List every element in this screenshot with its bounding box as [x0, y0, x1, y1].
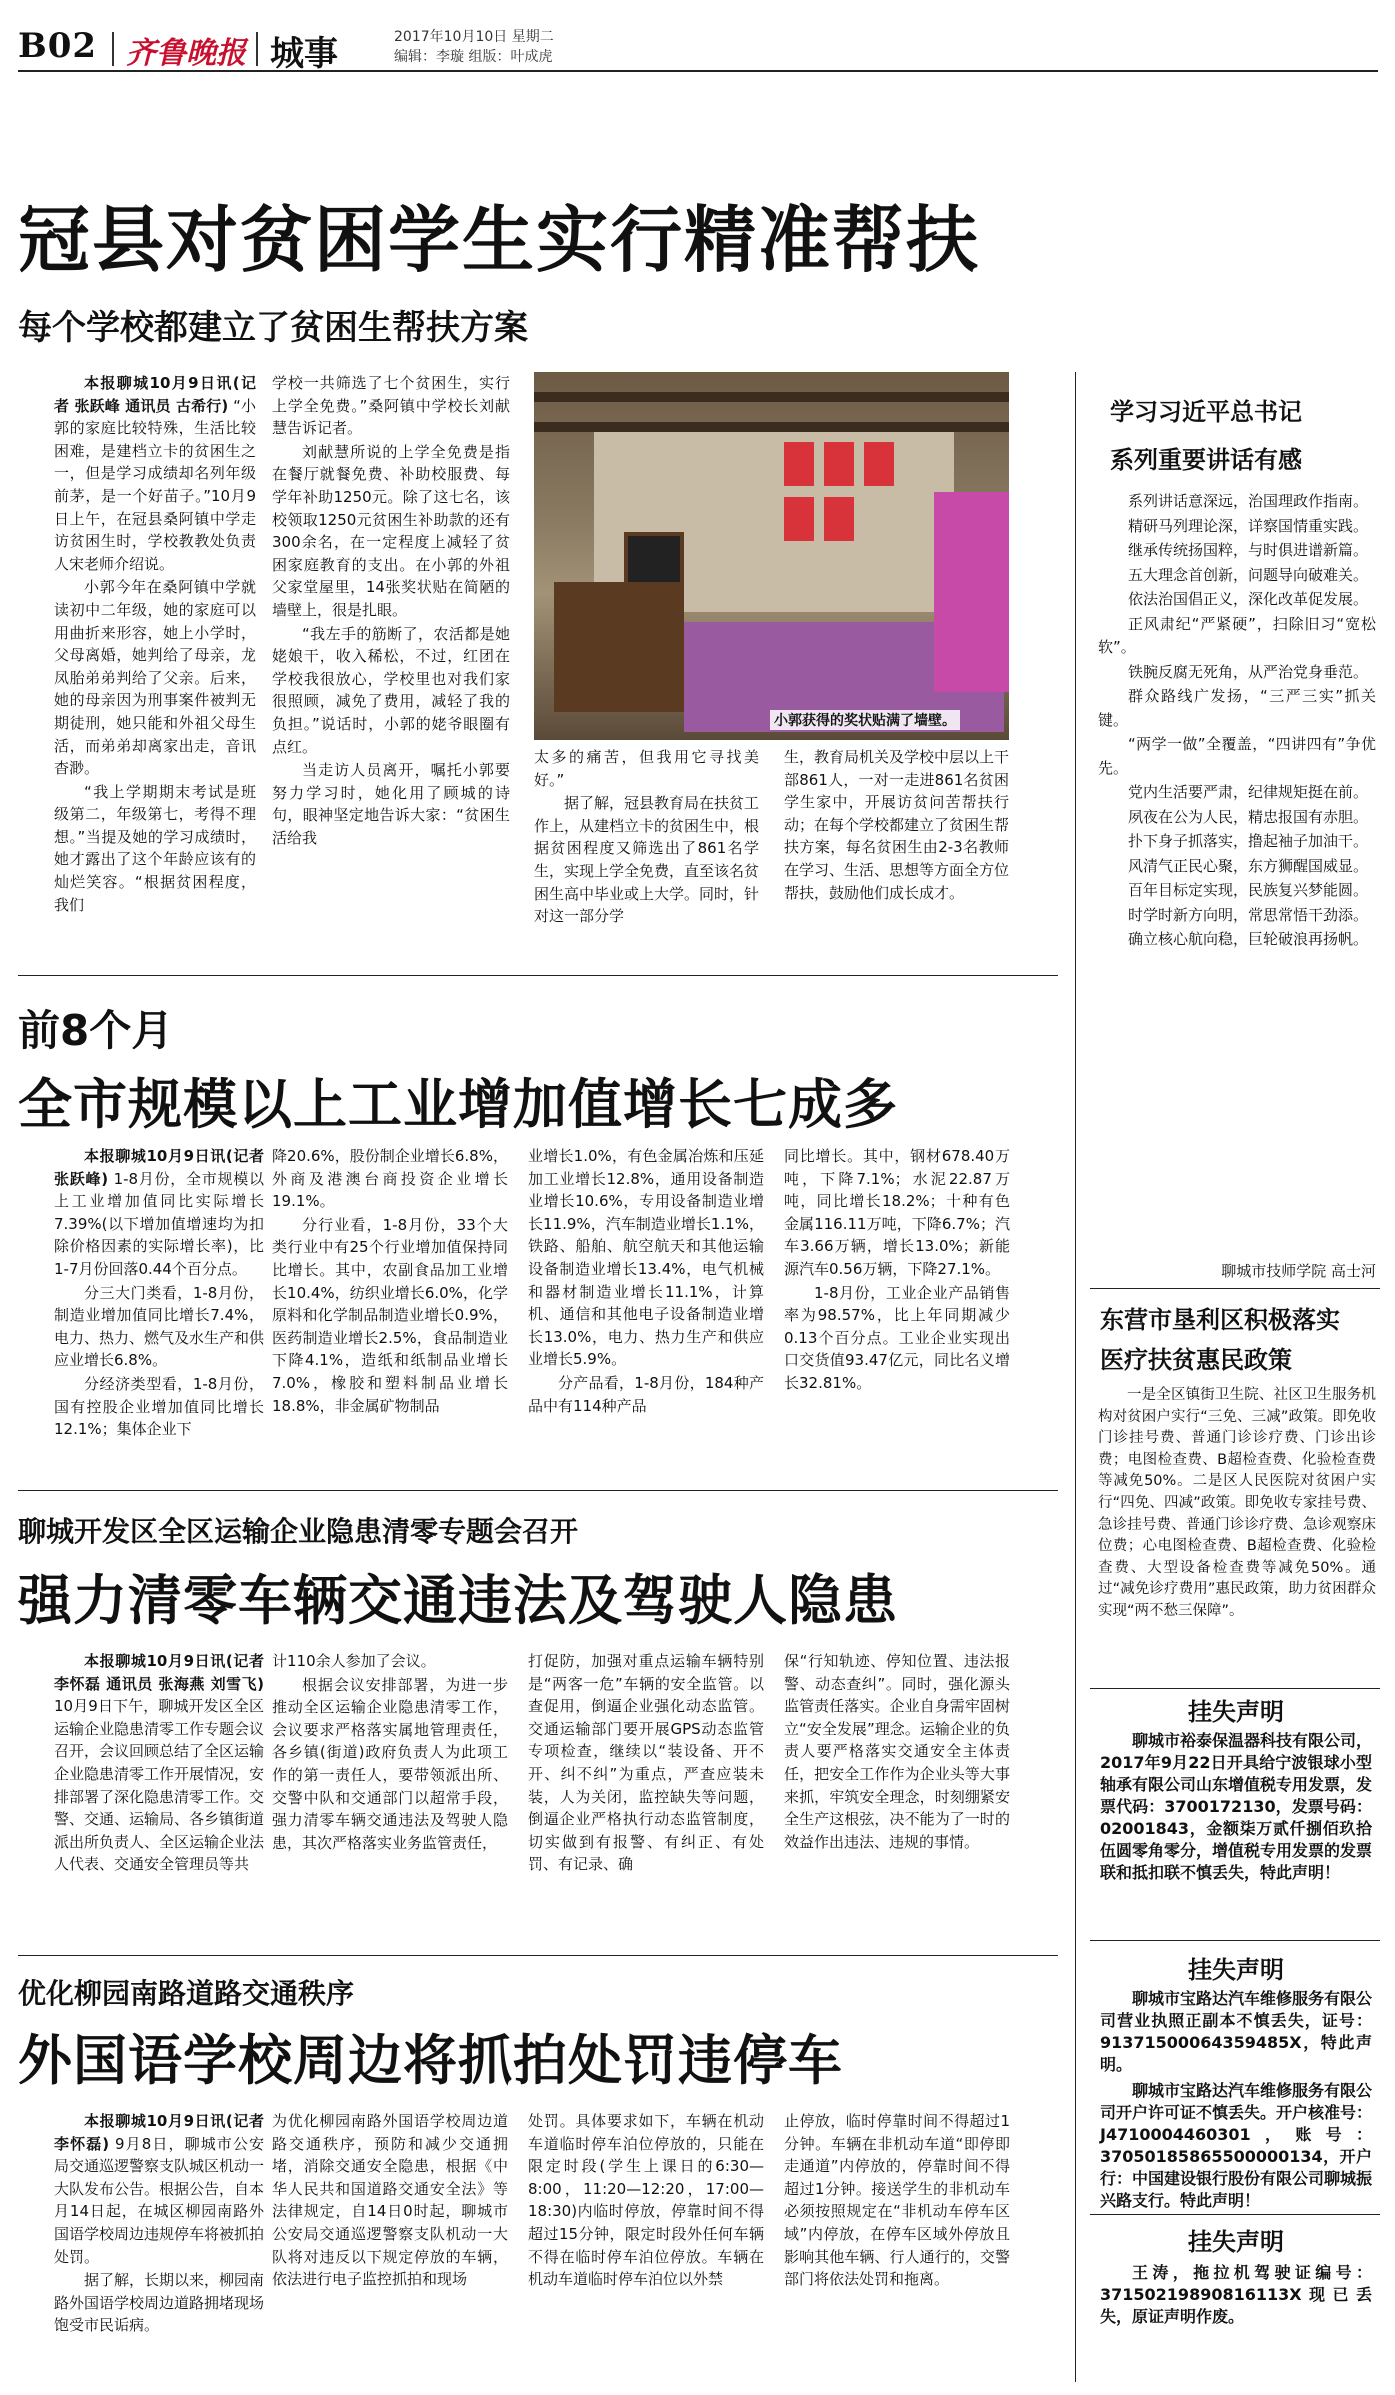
article-paragraph: 据了解，长期以来，柳园南路外国语学校周边道路拥堵现场饱受市民诟病。: [54, 2271, 264, 2335]
article-paragraph: 处罚。具体要求如下，车辆在机动车道临时停车泊位停放的，只能在限定时段(学生上课日的6:30—8:00，11:20—12:20，17:00—18:30)内临时停放，停靠时间不得超过15分钟，限定时段外任何车辆不得在临时停车泊位停放。车辆在机动车道临时停车泊位以外禁: [528, 2112, 764, 2289]
article-paragraph: 刘献慧所说的上学全免费是指在餐厅就餐免费、补助校服费、每学年补助1250元。除了这七名，该校领取1250元贫困生补助款的还有300余名，在一定程度上减轻了贫困家庭教育的支出。在小郭的外祖父家堂屋里，14张奖状贴在简陋的墙壁上，很是扎眼。: [272, 442, 510, 619]
article1-column-2: [272, 372, 510, 964]
article-paragraph: 小郭今年在桑阿镇中学就读初中二年级，她的家庭可以用曲折来形容，她上小学时，父母离婚，她判给了母亲，龙凤胎弟弟判给了父亲。后来，她的母亲因为刑事案件被判无期徒刑，她只能和外祖父母生活，而弟弟却离家出走，音讯杳渺。: [54, 578, 256, 778]
policy-title-line1: 东营市垦利区积极落实: [1100, 1306, 1340, 1334]
byline: 本报聊城10月9日讯(记者 张跃峰): [54, 1147, 264, 1188]
article3-column-1: [54, 1650, 264, 1948]
article3-column-4: [784, 1650, 1010, 1948]
article-paragraph: 本报聊城10月9日讯(记者 张跃峰 通讯员 古希行) “小郭的家庭比较特殊，生活比较困难，是建档立卡的贫困生之一，但是学习成绩却名列年级前茅，是一个好苗子。”10月9日上午，在冠县桑阿镇中学走访贫困生时，学校教教处负责人宋老师介绍说。: [54, 374, 256, 573]
article2-column-3: [528, 1145, 764, 1479]
article-paragraph: 生，教育局机关及学校中层以上干部861人，一对一走进861名贫困学生家中，开展访贫问苦帮扶行动；在每个学校都建立了贫困生帮扶方案，每名贫困生由2-3名教师在学习、生活、思想等方面全方位帮扶，鼓励他们成长成才。: [784, 748, 1009, 902]
header-divider: [112, 32, 114, 66]
poem-line: 时学时新方向明，常思常悟干劲添。: [1128, 905, 1369, 924]
notice-title: 挂失声明: [1188, 2228, 1284, 2256]
headline-main: 冠县对贫困学生实行精准帮扶: [18, 198, 981, 282]
poem-author: 聊城市技师学院 高士河: [1221, 1262, 1376, 1280]
masthead: [18, 22, 1378, 72]
poem-line: 风清气正民心聚，东方狮醒国威显。: [1128, 856, 1369, 875]
poem-line: 系列讲话意深远，治国理政作指南。: [1128, 492, 1369, 510]
article4-column-1: [54, 2110, 264, 2382]
article1-column-3: [534, 746, 759, 964]
issue-date: 2017年10月10日 星期二: [394, 29, 554, 45]
column-divider: [1075, 372, 1076, 2382]
article1-column-4: [784, 746, 1009, 964]
poem-line: 继承传统扬国粹，与时俱进谱新篇。: [1128, 541, 1369, 559]
article-paragraph: 分产品看，1-8月份，184种产品中有114种产品: [528, 1373, 764, 1415]
section-divider: [18, 1955, 1058, 1956]
section-divider: [18, 975, 1058, 976]
article1-column-1: [54, 372, 256, 964]
article-paragraph: 降20.6%，股份制企业增长6.8%，外商及港澳台商投资企业增长19.1%。: [272, 1147, 508, 1211]
notice-title: 挂失声明: [1188, 1956, 1284, 1984]
poem-line: 五大理念首创新，问题导向破难关。: [1128, 565, 1369, 584]
section-name: 城事: [270, 34, 338, 74]
sidebar-divider: [1090, 1688, 1380, 1689]
byline: 本报聊城10月9日讯(记者 李怀磊 通讯员 张海燕 刘雪飞): [54, 1652, 264, 1693]
section-divider: [18, 1490, 1058, 1491]
article3-column-3: [528, 1650, 764, 1948]
article-paragraph: 保“行知轨迹、停知位置、违法报警、动态查纠”。同时，强化源头监管责任落实。企业自身需牢固树立“安全发展”理念。运输企业的负责人要严格落实交通安全主体责任，把安全工作作为企业头等大事来抓，牢筑安全理念，时刻绷紧安全生产这根弦，决不能为了一时的效益作出违法、违规的事情。: [784, 1652, 1010, 1851]
article-paragraph: 为优化柳园南路外国语学校周边道路交通秩序，预防和减少交通拥堵，消除交通安全隐患，根据《中华人民共和国道路交通安全法》等法律规定，自14日0时起，聊城市公安局交通巡逻警察支队机动一大队将对违反以下规定停放的车辆，依法进行电子监控抓拍和现场: [272, 2112, 508, 2289]
sidebar-divider: [1090, 1288, 1380, 1289]
sidebar-title-line2: 系列重要讲话有感: [1110, 446, 1302, 474]
editor-credits: 编辑：李璇 组版：叶成虎: [394, 49, 553, 65]
byline: 本报聊城10月9日讯(记者 张跃峰 通讯员 古希行): [54, 374, 256, 415]
sidebar-divider: [1090, 2214, 1380, 2215]
notice-title: 挂失声明: [1188, 1698, 1284, 1726]
article4-column-3: [528, 2110, 764, 2382]
notice-text: 聊城市宝路达汽车维修服务有限公司开户许可证不慎丢失。开户核准号：J4710004460301，账号：370501858655000001​34，开户行：中国建设银行股份有限公司聊城振兴路支行。特此声明！: [1100, 2081, 1373, 2210]
article-paragraph: 太多的痛苦，但我用它寻找美好。”: [534, 748, 759, 789]
article-paragraph: 止停放，临时停靠时间不得超过1分钟。车辆在非机动车道“即停即走通道”内停放的，停靠时间不得超过1分钟。接送学生的非机动车必须按照规定在“非机动车停车区域”内停放，在停车区域外停放且影响其他车辆、行人通行的，交警部门将依法处罚和拖离。: [784, 2112, 1010, 2289]
article-paragraph: 根据会议安排部署，为进一步推动全区运输企业隐患清零工作，会议要求严格落实属地管理责任，各乡镇(街道)政府负责人为此项工作的第一责任人，要带领派出所、交警中队和交通部门以超常手段，强力清零车辆交通违法及驾驶人隐患，其次严格落实业务监管责任，: [272, 1675, 508, 1852]
article-paragraph: 学校一共筛选了七个贫困生，实行上学全免费。”桑阿镇中学校长刘献慧告诉记者。: [272, 374, 510, 438]
newspaper-logo: 齐鲁晚报: [126, 36, 246, 71]
poem-line: 扑下身子抓落实，撸起袖子加油干。: [1128, 832, 1369, 850]
article-paragraph: 本报聊城10月9日讯(记者 张跃峰) 1-8月份，全市规模以上工业增加值同比实际增长7.39%(以下增加值增速均为扣除价格因素的实际增长率)，比1-7月份回落0.44个百分点。: [54, 1147, 264, 1278]
article-paragraph: 本报聊城10月9日讯(记者 李怀磊) 9月8日，聊城市公安局交通巡逻警察支队城区机动一大队发布公告。根据公告，自本月14日起，在城区柳园南路外国语学校周边违规停车将被抓拍处罚。: [54, 2112, 264, 2266]
headline-sub: 每个学校都建立了贫困生帮扶方案: [18, 308, 528, 348]
poem-line: “两学一做”全覆盖，“四讲四有”争优先。: [1098, 735, 1376, 777]
article-paragraph: 分三大门类看，1-8月份，制造业增加值同比增长7.4%，电力、热力、燃气及水生产和供应业增长6.8%。: [54, 1283, 264, 1370]
article4-kicker: 优化柳园南路道路交通秩序: [18, 1977, 355, 2010]
article2-column-1: [54, 1145, 264, 1479]
byline: 本报聊城10月9日讯(记者 李怀磊): [54, 2112, 264, 2153]
article-paragraph: “我左手的筋断了，农活都是她姥娘干，收入稀松，不过，红团在学校我很放心，学校里也对我们家很照顾，减免了费用，减轻了我的负担。”说话时，小郭的姥爷眼圈有点红。: [272, 624, 510, 756]
page-number: B02: [18, 26, 98, 66]
article-paragraph: 分经济类型看，1-8月份，国有控股企业增加值同比增长12.1%；集体企业下: [54, 1374, 264, 1439]
article-paragraph: 1-8月份，工业企业产品销售率为98.57%，比上年同期减少0.13个百分点。工业企业实现出口交货值93.47亿元，同比名义增长32.81%。: [784, 1283, 1010, 1392]
poem-line: 群众路线广发扬，“三严三实”抓关键。: [1098, 687, 1376, 729]
article-paragraph: 业增长1.0%，有色金属冶炼和压延加工业增长12.8%，通用设备制造业增长10.6%，专用设备制造业增长11.9%，汽车制造业增长1.1%，铁路、船舶、航空航天和其他运输设备制造业增长13.4%，电气机械和器材制造业增长11.1%，计算机、通信和其他电子设备制造业增长13.0%，电力、热力生产和供应业增长5.9%。: [528, 1147, 764, 1369]
notice-text: 聊城市裕泰保温器科技有限公司，2017年9月22日开具给宁波银球小型轴承有限公司山东增值税专用发票，发票代码：3700172130，发票号码：02001843，金额柒万贰仟捌佰玖拾伍圆零角零分，增值税专用发票的发票联和抵扣联不慎丢失，特此声明！: [1100, 1731, 1373, 1882]
poem-line: 铁腕反腐无死角，从严治党身垂范。: [1128, 662, 1369, 681]
poem-line: 确立核心航向稳，巨轮破浪再扬帆。: [1128, 930, 1369, 948]
news-photo-awards-wall: [534, 372, 1009, 740]
photo-caption: 小郭获得的奖状贴满了墙壁。: [770, 710, 960, 730]
poem-line: 党内生活要严肃，纪律规矩挺在前。: [1128, 783, 1369, 801]
article3-kicker: 聊城开发区全区运输企业隐患清零专题会召开: [18, 1515, 579, 1548]
article-paragraph: 同比增长。其中，钢材678.40万吨，下降7.1%；水泥22.87万吨，同比增长18.2%；十种有色金属116.11万吨，下降6.7%；汽车3.66万辆，增长13.0%；新能源汽车0.56万辆，下降27.1%。: [784, 1147, 1010, 1278]
article2-column-4: [784, 1145, 1010, 1479]
poem-line: 精研马列理论深，详察国情重实践。: [1128, 516, 1369, 535]
article4-column-4: [784, 2110, 1010, 2382]
sidebar-title-line1: 学习习近平总书记: [1110, 398, 1302, 426]
poem-line: 百年目标定实现，民族复兴梦能圆。: [1128, 881, 1369, 899]
article3-headline: 强力清零车辆交通违法及驾驶人隐患: [18, 1569, 898, 1632]
notice-text: 聊城市宝路达汽车维修服务有限公司营业执照正副本不慎丢失，证号：91371500064359485X，特此声明。: [1100, 1989, 1373, 2074]
article2-headline: 全市规模以上工业增加值增长七成多: [18, 1073, 898, 1136]
poem-line: 夙夜在公为人民，精忠报国有赤胆。: [1128, 807, 1369, 826]
article-paragraph: 当走访人员离开，嘱托小郭要努力学习时，她化用了顾城的诗句，眼神坚定地告诉大家：“贫困生活给我: [272, 761, 510, 847]
article-paragraph: 分行业看，1-8月份，33个大类行业中有25个行业增加值保持同比增长。其中，农副食品加工业增长10.4%，纺织业增长6.0%，化学原料和化学制品制造业增长0.9%，医药制造业增长2.5%，食品制造业下降4.1%，造纸和纸制品业增长7.0%，橡胶和塑料制品业增长18.8%，非金属矿物制品: [272, 1215, 508, 1415]
article2-kicker: 前8个月: [18, 1006, 174, 1055]
article-paragraph: 计110余人参加了会议。: [272, 1652, 436, 1670]
article4-headline: 外国语学校周边将抓拍处罚违停车: [18, 2029, 843, 2092]
article-paragraph: 据了解，冠县教育局在扶贫工作上，从建档立卡的贫困生中，根据贫困程度又筛选出了861名学生，实现上学全免费，直至该名贫困生高中毕业或上大学。同时，针对这一部分学: [534, 794, 759, 926]
article-paragraph: 打促防，加强对重点运输车辆特别是“两客一危”车辆的安全监管。以查促用，倒逼企业强化动态监管。交通运输部门要开展GPS动态监管专项检查，继续以“装设备、开不开、纠不纠”为重点，严查应装未装，人为关闭，监控缺失等问题，倒逼企业严格执行动态监管制度，切实做到有报警、有纠正、有处罚、有记录、确: [528, 1652, 764, 1874]
article3-column-2: [272, 1650, 508, 1948]
header-divider: [256, 32, 258, 66]
poem-line: 依法治国倡正义，深化改革促发展。: [1128, 590, 1369, 608]
poem-line: 正风肃纪“严紧硬”，扫除旧习“宽松软”。: [1098, 614, 1376, 656]
sidebar-poem: [1098, 490, 1376, 1260]
policy-title-line2: 医疗扶贫惠民政策: [1100, 1346, 1292, 1374]
article-paragraph: 本报聊城10月9日讯(记者 李怀磊 通讯员 张海燕 刘雪飞) 10月9日下午，聊城开发区全区运输企业隐患清零工作专题会议召开，会议回顾总结了全区运输企业隐患清零工作开展情况，安排部署了深化隐患清零工作。交警、交通、运输局、各乡镇街道派出所负责人、全区运输企业法人代表、交通安全管理员等共: [54, 1652, 264, 1874]
notice-text: 王涛，拖拉机驾驶证编号：37150219890816113X现已丢失，原证声明作废。: [1100, 2263, 1372, 2326]
policy-text: 一是全区镇街卫生院、社区卫生服务机构对贫困户实行“三免、三减”政策。即免收门诊挂号费、普通门诊诊疗费、门诊出诊费；电图检查费、B超检查费、化验检查费等减免50%。二是区人民医院对贫困户实行“四免、四减”政策。即免收专家挂号费、急诊挂号费、普通门诊诊疗费、急诊观察床位费；心电图检查费、B超检查费、化验检查费、大型设备检查费等减免50%。通过“减免诊疗费用”惠民政策，助力贫困群众实现“两不愁三保障”。: [1098, 1387, 1376, 1619]
article-paragraph: “我上学期期末考试是班级第二，年级第七，考得不理想。”当提及她的学习成绩时，她才露出了这个年龄应该有的灿烂笑容。“根据贫困程度，我们: [54, 782, 256, 914]
article4-column-2: [272, 2110, 508, 2382]
article2-column-2: [272, 1145, 508, 1479]
sidebar-divider: [1090, 1940, 1380, 1941]
